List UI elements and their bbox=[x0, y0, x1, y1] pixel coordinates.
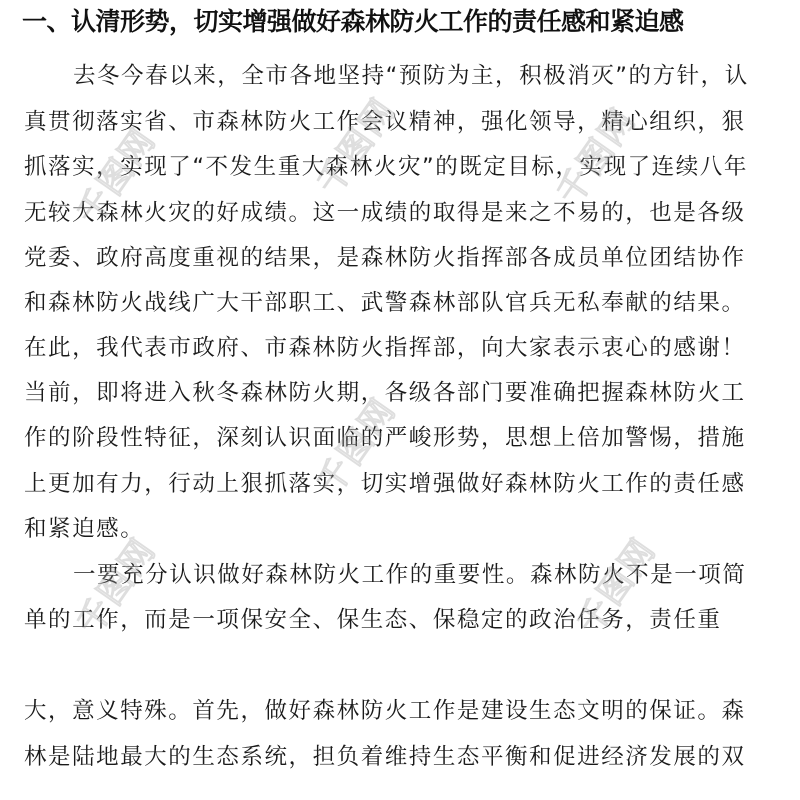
watermark-text: 千图网 bbox=[309, 390, 405, 503]
watermark-text: 千图网 bbox=[569, 530, 665, 643]
paragraph-line: 林是陆地最大的生态系统，担负着维持生态平衡和促进经济发展的双 bbox=[24, 744, 746, 770]
paragraph-line: 无较大森林火灾的好成绩。这一成绩的取得是来之不易的，也是各级 bbox=[24, 200, 746, 226]
watermark-text: 千图网 bbox=[549, 100, 645, 213]
paragraph-line: 上更加有力，行动上狠抓落实，切实增强做好森林防火工作的责任感 bbox=[24, 471, 746, 497]
watermark-text: 千图网 bbox=[69, 120, 165, 233]
paragraph-line: 当前，即将进入秋冬森林防火期，各级各部门要准确把握森林防火工 bbox=[24, 380, 746, 406]
paragraph-line: 单的工作，而是一项保安全、保生态、保稳定的政治任务，责任重 bbox=[24, 607, 722, 633]
paragraph-line: 作的阶段性特征，深刻认识面临的严峻形势，思想上倍加警惕，措施 bbox=[24, 425, 746, 451]
watermark-text: 千图网 bbox=[69, 530, 165, 643]
watermark-text: 千图网 bbox=[309, 90, 405, 203]
paragraph-line: 和紧迫感。 bbox=[24, 516, 145, 542]
paragraph-line: 和森林防火战线广大干部职工、武警森林部队官兵无私奉献的结果。 bbox=[24, 290, 746, 316]
paragraph-line: 抓落实，实现了“不发生重大森林火灾”的既定目标，实现了连续八年 bbox=[24, 154, 748, 180]
paragraph-line: 大，意义特殊。首先，做好森林防火工作是建设生态文明的保证。森 bbox=[24, 698, 746, 724]
paragraph-line: 去冬今春以来，全市各地坚持“预防为主，积极消灭”的方针，认 bbox=[73, 63, 749, 89]
paragraph-line: 一要充分认识做好森林防火工作的重要性。森林防火不是一项简 bbox=[73, 562, 747, 588]
paragraph-line: 党委、政府高度重视的结果，是森林防火指挥部各成员单位团结协作 bbox=[24, 245, 746, 271]
paragraph-line: 在此，我代表市政府、市森林防火指挥部，向大家表示衷心的感谢！ bbox=[24, 335, 746, 361]
section-heading: 一、认清形势，切实增强做好森林防火工作的责任感和紧迫感 bbox=[22, 7, 684, 36]
paragraph-line: 真贯彻落实省、市森林防火工作会议精神，强化领导，精心组织，狠 bbox=[24, 109, 746, 135]
